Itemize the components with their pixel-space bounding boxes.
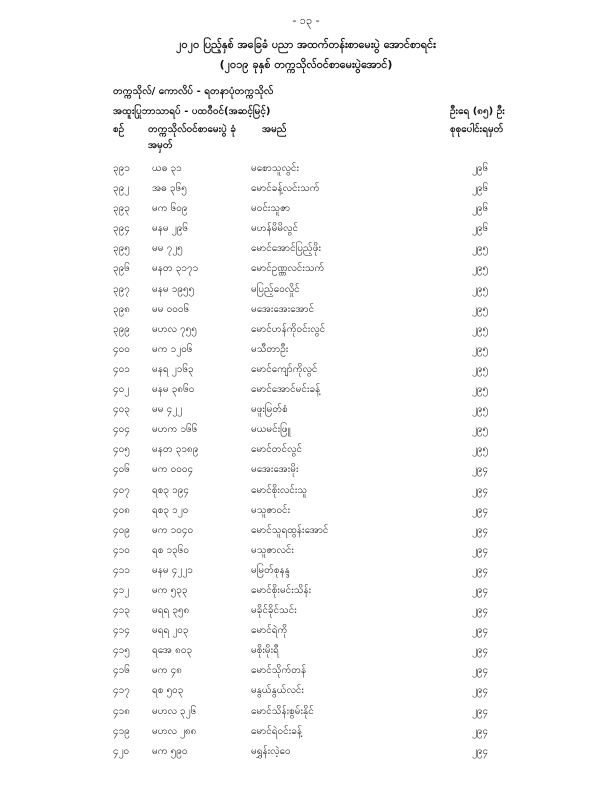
document-subtitle: (၂၀၁၉ ခုနှစ် တက္ကသိုလ်ဝင်စာမေးပွဲအောင်) [219, 58, 393, 71]
serial-cell: ၄၀၉ [113, 524, 130, 536]
marks-cell: ၂၉၅ [472, 444, 489, 456]
document-title: ၂၀၂၀ ပြည့်နှစ် အခြေခံ ပညာ အထက်တန်းစာမေးပွဲ အောင်စာရင်း [176, 38, 436, 51]
name-cell: မအေးအေးအောင် [251, 303, 315, 315]
table-row [0, 300, 612, 320]
roll-number-cell: မနမ ၁၉၅၅ [152, 283, 195, 295]
serial-cell: ၄၀၅ [113, 444, 130, 456]
subject-label: အထူးပြုဘာသာရပ် - ပထဝီဝင်(အဆင့်မြင့်) [113, 106, 271, 117]
table-row [0, 722, 612, 742]
table-row [0, 641, 612, 661]
roll-number-cell: မဟလ ၃၂၆ [152, 705, 197, 717]
table-row [0, 420, 612, 440]
table-row [0, 380, 612, 400]
table-row [0, 561, 612, 581]
name-cell: မဟန်မိမိလွင် [251, 223, 299, 235]
table-row [0, 340, 612, 360]
roll-number-cell: မက ၅၃၃ [152, 584, 188, 596]
serial-cell: ၃၉၇ [113, 283, 130, 295]
roll-number-cell: မနတ ၃၁၈၉ [152, 444, 199, 456]
marks-cell: ၂၉၄ [472, 745, 489, 757]
roll-number-cell: မက ၁၂၀၆ [152, 343, 193, 355]
name-cell: မောင်ရဲကို [251, 625, 288, 637]
table-row [0, 360, 612, 380]
table-row [0, 239, 612, 259]
marks-cell: ၂၉၅ [472, 283, 489, 295]
name-cell: မောင်သိန်းစွမ်းနိုင် [251, 705, 314, 717]
roll-number-cell: မဟက ၁၆၆ [152, 424, 198, 436]
name-cell: မောင်အောင်ပြည့်ဖိုး [251, 243, 321, 255]
name-cell: မပြည့်ဝေလှိုင် [251, 283, 300, 295]
table-row [0, 280, 612, 300]
page-number: - ၁၃ - [292, 14, 320, 27]
marks-cell: ၂၉၄ [472, 504, 489, 516]
roll-number-cell: မက ၄၈ [152, 665, 183, 677]
marks-cell: ၂၉၄ [472, 524, 489, 536]
serial-cell: ၄၀၃ [113, 404, 130, 416]
marks-cell: ၂၉၅ [472, 263, 489, 275]
marks-cell: ၂၉၄ [472, 544, 489, 556]
marks-cell: ၂၉၄ [472, 645, 489, 657]
name-cell: မောင်စိုးမင်းသိန်း [251, 584, 312, 596]
table-row [0, 481, 612, 501]
marks-cell: ၂၉၄ [472, 464, 489, 476]
roll-number-cell: မက ၀၀၀၄ [152, 464, 194, 476]
serial-cell: ၄၁၅ [113, 645, 130, 657]
marks-cell: ၂၉၄ [472, 564, 489, 576]
header-total-marks: စုစုပေါင်းရမှတ် [450, 124, 504, 135]
marks-cell: ၂၉၅ [472, 424, 489, 436]
marks-cell: ၂၉၅ [472, 384, 489, 396]
marks-cell: ၂၉၄ [472, 625, 489, 637]
student-count-label: ဦးရေ (၈၅) ဦး [450, 106, 505, 117]
table-row [0, 521, 612, 541]
name-cell: မောင်ခန့်လင်းသက် [251, 183, 320, 195]
name-cell: မသူဇာလင်း [251, 544, 294, 556]
marks-cell: ၂၉၆ [472, 163, 489, 174]
name-cell: မောင်တင်လွင် [251, 444, 303, 456]
table-row [0, 259, 612, 279]
roll-number-cell: မက ၁၀၄၀ [152, 524, 194, 536]
header-serial: စဉ် [113, 124, 125, 135]
table-row [0, 460, 612, 480]
serial-cell: ၄၂၀ [113, 745, 130, 757]
serial-cell: ၄၁၀ [113, 544, 130, 556]
roll-number-cell: မမ ၄၂၂ [152, 404, 183, 416]
table-row [0, 320, 612, 340]
name-cell: မောင်ကျော်ကိုလွင် [251, 363, 318, 375]
roll-number-cell: ရအေ ၈၀၃ [152, 645, 193, 657]
university-label: တက္ကသိုလ်/ ကောလိပ် - ရတနာပုံတက္ကသိုလ် [113, 86, 274, 97]
name-cell: မောင်ရဲဝင်းခန့် [251, 725, 303, 737]
roll-number-cell: မရရ ၃၅၈ [152, 605, 190, 617]
roll-number-cell: မနမ ၄၂၂၁ [152, 564, 193, 576]
results-table [0, 159, 612, 762]
table-row [0, 179, 612, 199]
roll-number-cell: မမ ၇၂၅ [152, 243, 183, 255]
marks-cell: ၂၉၅ [472, 243, 489, 255]
marks-cell: ၂၉၄ [472, 584, 489, 596]
name-cell: မဖူးမြတ်စံ [251, 404, 288, 416]
marks-cell: ၂၉၄ [472, 605, 489, 617]
table-row [0, 501, 612, 521]
name-cell: မောင်အောင်မင်းခန့် [251, 384, 321, 396]
name-cell: မနွယ်နွယ်လင်း [251, 685, 304, 697]
serial-cell: ၄၀၂ [113, 384, 130, 396]
serial-cell: ၄၁၄ [113, 625, 130, 637]
serial-cell: ၄၀၁ [113, 363, 130, 375]
table-row [0, 681, 612, 701]
serial-cell: ၃၉၁ [113, 163, 130, 174]
name-cell: မောင်သိုက်တန် [251, 665, 307, 677]
serial-cell: ၄၀၇ [113, 484, 130, 496]
table-row [0, 601, 612, 621]
name-cell: မောင်ဥဏ္ဏလင်းသက် [251, 263, 325, 275]
name-cell: မသူဇာဝင်း [251, 504, 291, 516]
header-name: အမည် [262, 124, 287, 135]
serial-cell: ၄၁၆ [113, 665, 130, 677]
roll-number-cell: ရစ ၁၃၆၀ [152, 544, 190, 556]
roll-number-cell: ရစ၃ ၁၉၄ [152, 484, 190, 496]
serial-cell: ၃၉၅ [113, 243, 130, 255]
roll-number-cell: အဓ ၃၆၅ [152, 183, 187, 195]
serial-cell: ၄၀၈ [113, 504, 130, 516]
serial-cell: ၄၁၉ [113, 725, 130, 737]
name-cell: မရွှန်းလဲ့ဝေ [251, 745, 291, 757]
table-row [0, 581, 612, 601]
roll-number-cell: မဟလ ၂၈၈ [152, 725, 197, 737]
serial-cell: ၄၁၁ [113, 564, 130, 576]
name-cell: မသီတာဦး [251, 343, 289, 355]
roll-number-cell: မနရ ၂၁၆၃ [152, 363, 194, 375]
marks-cell: ၂၉၆ [472, 203, 489, 215]
roll-number-cell: မမ ၀၀၀၆ [152, 303, 190, 315]
name-cell: မစောသူလွင်း [251, 163, 300, 174]
marks-cell: ၂၉၄ [472, 725, 489, 737]
marks-cell: ၂၉၄ [472, 484, 489, 496]
name-cell: မအေးအေးမိုး [251, 464, 299, 476]
marks-cell: ၂၉၄ [472, 705, 489, 717]
serial-cell: ၄၁၈ [113, 705, 130, 717]
name-cell: မမြတ်စုနန္ဒ [251, 564, 290, 576]
serial-cell: ၄၀၀ [113, 343, 130, 355]
name-cell: မခိုင်ခိုင်သင်း [251, 605, 297, 617]
marks-cell: ၂၉၅ [472, 363, 489, 375]
table-row [0, 159, 612, 179]
name-cell: မစိုးမိုးရီ [251, 645, 279, 657]
marks-cell: ၂၉၄ [472, 685, 489, 697]
name-cell: မောင်သူရထွန်းအောင် [251, 524, 329, 536]
serial-cell: ၃၉၉ [113, 323, 130, 335]
name-cell: မဝင်းသူဇာ [251, 203, 291, 215]
serial-cell: ၄၀၄ [113, 424, 130, 436]
serial-cell: ၄၀၆ [113, 464, 130, 476]
serial-cell: ၄၁၂ [113, 584, 130, 596]
serial-cell: ၃၉၃ [113, 203, 130, 215]
header-roll-number: တက္ကသိုလ်ဝင်စာမေးပွဲ ခုံအမှတ် [148, 124, 236, 151]
serial-cell: ၄၁၃ [113, 605, 130, 617]
roll-number-cell: မက ၅၉၀ [152, 745, 188, 757]
serial-cell: ၃၉၈ [113, 303, 130, 315]
marks-cell: ၂၉၅ [472, 303, 489, 315]
marks-cell: ၂၉၅ [472, 404, 489, 416]
roll-number-cell: ရစ၃ ၁၂၀ [152, 504, 189, 516]
roll-number-cell: မက ၆၀၉ [152, 203, 188, 215]
table-row [0, 199, 612, 219]
marks-cell: ၂၉၆ [472, 223, 489, 235]
serial-cell: ၃၉၄ [113, 223, 130, 235]
roll-number-cell: မရရ ၂၀၃ [152, 625, 189, 637]
table-row [0, 621, 612, 641]
table-row [0, 219, 612, 239]
marks-cell: ၂၉၅ [472, 323, 489, 335]
marks-cell: ၂၉၄ [472, 665, 489, 677]
name-cell: မယမင်းဖြူ [251, 424, 291, 436]
roll-number-cell: ရစ ၅၀၃ [152, 685, 184, 697]
name-cell: မောင်ဟန်ကိုဝင်းလွင် [251, 323, 326, 335]
roll-number-cell: မနမ ၂၉၆ [152, 223, 188, 235]
name-cell: မောင်စိုးလင်းသူ [251, 484, 308, 496]
marks-cell: ၂၉၅ [472, 343, 489, 355]
serial-cell: ၃၉၆ [113, 263, 130, 275]
table-row [0, 661, 612, 681]
serial-cell: ၄၁၇ [113, 685, 130, 697]
roll-number-cell: မနမ ၃၈၆၀ [152, 384, 195, 396]
roll-number-cell: မနတ ၃၁၇၁ [152, 263, 199, 275]
table-row [0, 742, 612, 762]
roll-number-cell: ယဓ ၃၁ [152, 163, 182, 174]
table-row [0, 541, 612, 561]
roll-number-cell: မဟလ ၇၅၅ [152, 323, 197, 335]
table-row [0, 400, 612, 420]
serial-cell: ၃၉၂ [113, 183, 130, 195]
marks-cell: ၂၉၆ [472, 183, 489, 195]
table-row [0, 440, 612, 460]
table-row [0, 702, 612, 722]
